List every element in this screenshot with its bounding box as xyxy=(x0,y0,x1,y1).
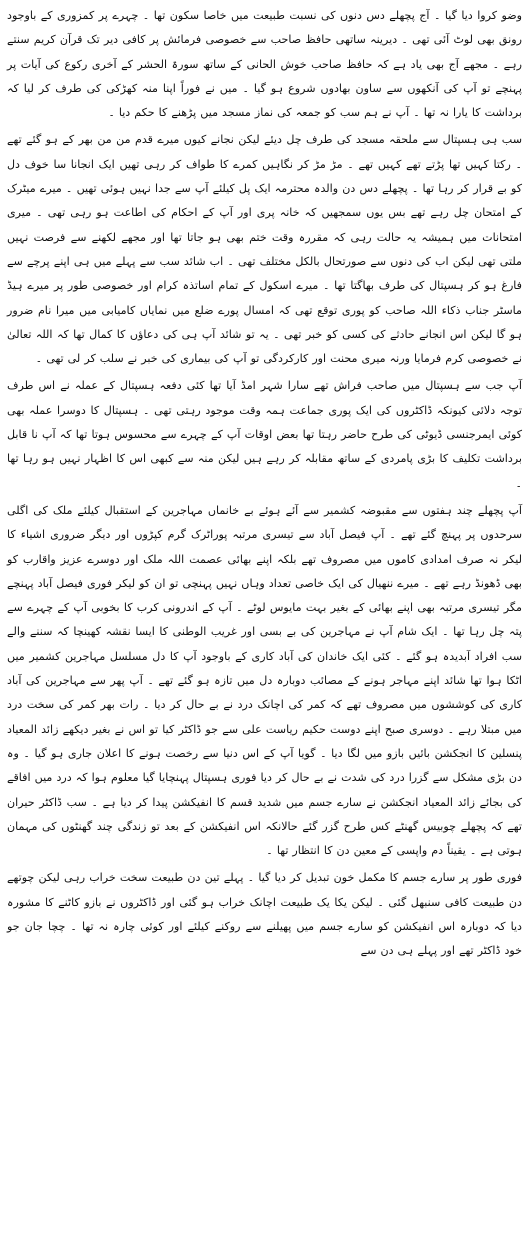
article-paragraph-4: آپ پچھلے چند ہفتوں سے مقبوضہ کشمیر سے آئے ہوئے بے خانماں مہاجرین کے استقبال کیلئے ملک کی اگلی سرحدوں پر پہنچ گئے تھے ۔ آپ فیصل آباد سے تیسری مرتبہ پوراٹرک گرم کپڑوں اور دیگر ضروری اشیاء کا لیکر نہ صرف امدادی کاموں میں مصروف تھے بلکہ اپنے بھائی عصمت اللہ ملک اور دوسرے عزیز واقارب کو بھی ڈھونڈ رہے تھے ۔ میرے ننھیال کی ایک خاصی تعداد وہاں نہیں پہنچی تو ان کو لیکر فوری فیصل آباد پہنچے مگر تیسری مرتبہ بھی اپنے بھائی کے بغیر بہت مایوس لوٹے ۔ آپ کے اندرونی کرب کا بخوبی آپ کے چہرے سے پتہ چل رہا تھا ۔ ایک شام آپ نے مہاجرین کی بے بسی اور غریب الوطنی کا ایسا نقشہ کھینچا کہ سننے والے سب افراد آبدیدہ ہو گئے ۔ کئی ایک خاندان کی آباد کاری کے باوجود آپ کا دل مسلسل مہاجرین کشمیر میں اٹکا ہوا تھا شائد اپنے مہاجر ہونے کے مصائب دوبارہ دل میں تازہ ہو گئے تھے ۔ آپ پھر سے مہاجرین کی آباد کاری کی کوششوں میں مصروف تھے کہ کمر کی اچانک درد نے بے حال کر دیا ۔ رات بھر کمر کی سخت درد میں مبتلا رہے ۔ دوسری صبح اپنے دوست حکیم ریاست علی سے جو ڈاکٹر کیا تو اس نے بغیر دیکھے زائد المعیاد پنسلین کا انجکشن بائیں بازو میں لگا دیا ۔ گویا آپ کے اس دنیا سے رخصت ہونے کا اعلان جاری ہو گیا ۔ وہ دن بڑی مشکل سے گزرا درد کی شدت نے بے حال کر دیا فوری ہسپتال پہنچایا گیا معلوم ہوا کہ درد میں افاقے کی بجائے زائد المعیاد انجکشن نے سارے جسم میں شدید قسم کا انفیکشن پیدا کر دیا ہے ۔ سب ڈاکٹر حیران تھے کہ پچھلے چوبیس گھنٹے کس طرح گزر گئے حالانکہ اس انفیکشن کے بعد تو زندگی چند گھنٹوں کی مہمان ہوتی ہے ۔ یقیناً دم واپسی کے معین دن کا انتظار تھا ۔ xyxy=(7,503,522,858)
article-paragraph-2: سب ہی ہسپتال سے ملحقہ مسجد کی طرف چل دیئے لیکن نجانے کیوں میرے قدم من من بھر کے ہو گئے تھے ۔ رکتا کہیں تھا پڑتے تھے کہیں تھے ۔ مڑ مڑ کر نگاہیں کمرے کا طواف کر رہی تھیں ایک انجانا سا خوف دل کو بے قرار کر رہا تھا ۔ پچھلے دس دن والدہ محترمہ ایک پل کیلئے آپ سے جدا نہیں ہوئی تھیں ۔ میرے میٹرک کے امتحان چل رہے تھے بس یوں سمجھیں کہ خانہ پری اور آپ کے احکام کی اطاعت ہو رہی تھی ۔ میری امتحانات میں ہمیشہ یہ حالت رہی کہ مقررہ وقت ختم بھی ہو جاتا تھا اور مجھے لکھنے سے فرصت نہیں ملتی تھی لیکن اب کی دنوں سے صورتحال بالکل مختلف تھی ۔ اب شائد سب سے پہلے میں ہی اپنے پرچے سے فارغ ہو کر ہسپتال کی طرف بھاگتا تھا ۔ میرے اسکول کے تمام اساتذہ کرام اور خصوصی طور پر میرے ہیڈ ماسٹر جناب ذکاء اللہ صاحب کو پوری توقع تھی کہ امسال پورے ضلع میں نمایاں کامیابی میں میرا نام ضرور ہو گا لیکن اس انجانے حادثے کی کسی کو خبر تھی ۔ یہ تو شائد آپ ہی کی دعاؤں کا کمال تھا کہ اللہ تعالیٰ نے خصوصی کرم فرمایا ورنہ میری محنت اور کارکردگی تو آپ کی بیماری کی خبر نے سلب کر لی تھی ۔ xyxy=(7,133,522,366)
article-paragraph-3: آپ جب سے ہسپتال میں صاحب فراش تھے سارا شہر امڈ آیا تھا کئی دفعہ ہسپتال کے عملہ نے اس طرف توجہ دلائی کیونکہ ڈاکٹروں کی ایک پوری جماعت ہمہ وقت موجود رہتی تھی ۔ ہسپتال کا دوسرا عملہ بھی کوئی ایمرجنسی ڈیوٹی کی طرح حاضر رہتا تھا بعض اوقات آپ کے چہرے سے محسوس ہوتا تھا کہ آپ نا قابل برداشت تکلیف کا بڑی پامردی کے ساتھ مقابلہ کر رہے ہیں لیکن منہ سے کبھی اس کا اظہار نہیں ہو رہا تھا ۔ xyxy=(7,379,522,490)
article-paragraph-1: وضو کروا دیا گیا ۔ آج پچھلے دس دنوں کی نسبت طبیعت میں خاصا سکون تھا ۔ چہرے پر کمزوری کے باوجود رونق بھی لوٹ آئی تھی ۔ دیرینہ ساتھی حافظ صاحب سے خصوصی فرمائش پر کافی دیر تک قرآن کریم سنتے رہے ۔ مجھے آج بھی یاد ہے کہ حافظ صاحب خوش الحانی کے ساتھ سورۃ الحشر کے آخری رکوع کی آیات پر پہنچے تو آپ کی آنکھوں سے ساون بھادوں شروع ہو گیا ۔ میں نے فوراً اپنا منہ کھڑکی کی طرف کر لیا کہ برداشت کا یارا نہ تھا ۔ آپ نے ہم سب کو جمعہ کی نماز مسجد میں پڑھنے کا حکم دیا ۔ xyxy=(7,9,522,120)
article-paragraph-5: فوری طور پر سارے جسم کا مکمل خون تبدیل کر دیا گیا ۔ پہلے تین دن طبیعت سخت خراب رہی لیکن چوتھے دن طبیعت کافی سنبھل گئی ۔ لیکن یکا یک طبیعت اچانک خراب ہو گئی اور ڈاکٹروں نے بازو کاٹنے کا مشورہ دیا کہ دوبارہ اس انفیکشن کو سارے جسم میں پھیلنے سے روکنے کیلئے اور کوئی چارہ نہ تھا ۔ چچا جان جو خود ڈاکٹر تھے اور پہلے ہی دن سے xyxy=(7,871,522,958)
